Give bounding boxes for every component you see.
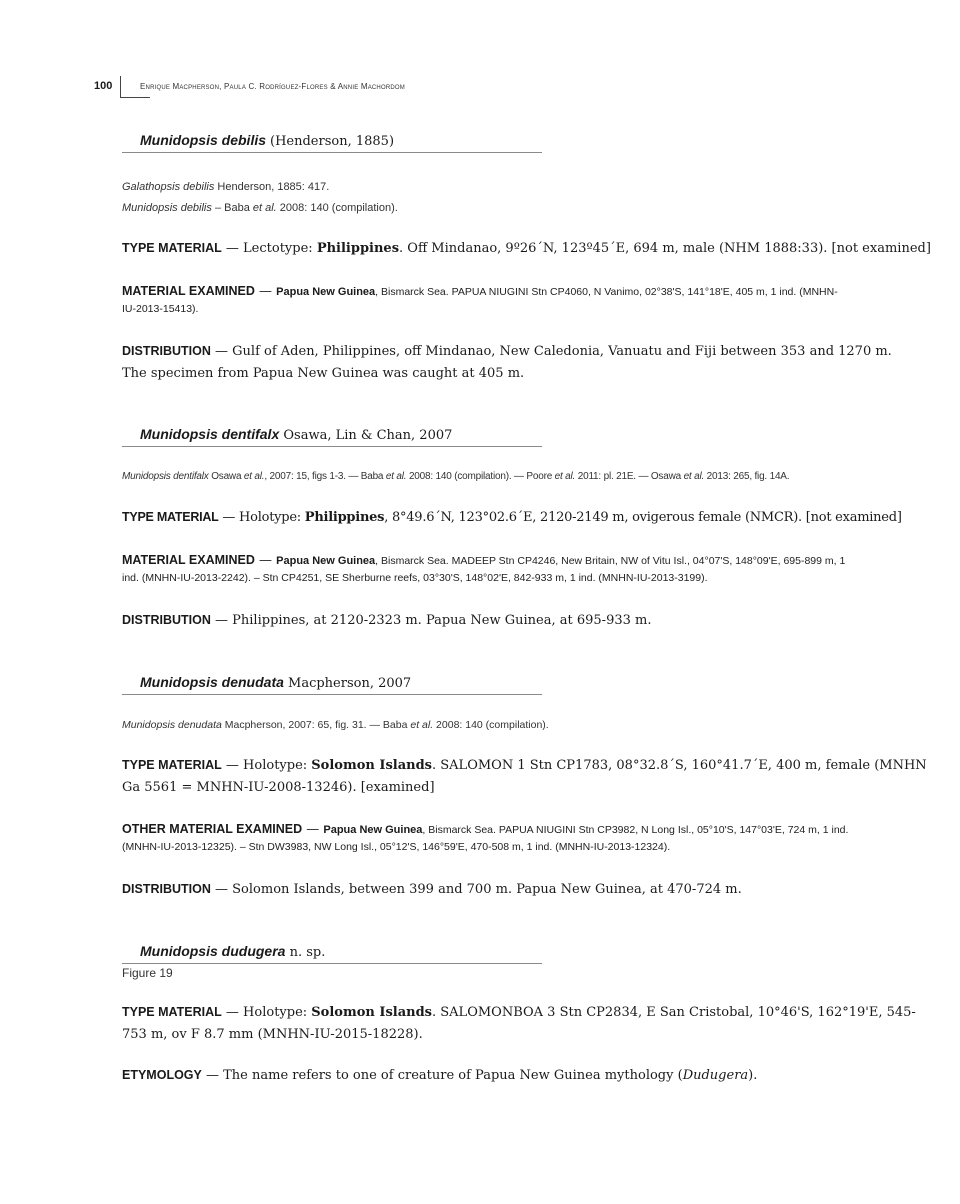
type-kind: Lectotype: xyxy=(243,241,317,256)
dash: — xyxy=(254,553,277,568)
type-material-continued: 753 m, ov F 8.7 mm (MNHN-IU-2015-18228). xyxy=(122,1027,423,1042)
dash: — xyxy=(210,882,233,897)
synonym-name: Munidopsis denudata xyxy=(122,719,222,731)
type-locality: Solomon Islands xyxy=(311,1005,432,1020)
figure-reference: Figure 19 xyxy=(122,966,173,980)
type-kind: Holotype: xyxy=(243,758,312,773)
type-material-text: , 8°49.6´N, 123°02.6´E, 2120-2149 m, ovigerous female (NMCR). [not examined] xyxy=(384,510,902,525)
section-label: TYPE MATERIAL xyxy=(122,758,222,772)
type-kind: Holotype: xyxy=(243,1005,312,1020)
type-material-paragraph xyxy=(122,758,927,773)
running-head-underline xyxy=(120,97,150,98)
species-author: n. sp. xyxy=(285,945,326,960)
material-examined-continued: ind. (MNHN-IU-2013-2242). – Stn CP4251, SE Sherburne reefs, 03°30'S, 148°02'E, 842-933 m, 1 ind. (MNHN-IU-2013-3199). xyxy=(122,572,708,584)
etymology-paragraph xyxy=(122,1068,862,1083)
distribution-continued: The specimen from Papua New Guinea was caught at 405 m. xyxy=(122,366,525,381)
synonym-etal: et al. xyxy=(252,202,277,214)
distribution-text: Gulf of Aden, Philippines, off Mindanao, New Caledonia, Vanuatu and Fiji between 353 and 1270 m. xyxy=(232,344,892,359)
synonym-etal: et al. xyxy=(410,719,434,731)
dash: — xyxy=(302,822,324,837)
section-label: MATERIAL EXAMINED xyxy=(122,284,255,298)
synonym-ref: 2011: pl. 21E. — Osawa xyxy=(575,471,684,482)
type-kind: Holotype: xyxy=(239,510,305,525)
page-number: 100 xyxy=(94,80,113,92)
synonym-ref: Macpherson, 2007: 65, fig. 31. — Baba xyxy=(221,719,411,731)
synonym-ref: Osawa xyxy=(208,471,244,482)
material-examined-continued: IU-2013-15413). xyxy=(122,303,199,315)
type-material-paragraph xyxy=(122,510,902,525)
section-label: DISTRIBUTION xyxy=(122,613,211,627)
synonym-line xyxy=(122,719,862,731)
running-head-authors: Enrique Macpherson, Paula C. Rodríguez-Flores & Annie Machordom xyxy=(140,82,405,91)
synonym-etal: et al. xyxy=(554,471,576,482)
type-locality: Philippines xyxy=(316,241,400,256)
species-name: Munidopsis dentifalx xyxy=(140,426,280,442)
dash: — xyxy=(221,758,244,773)
etymology-word: Dudugera xyxy=(682,1068,749,1083)
dash: — xyxy=(218,510,240,525)
material-text: , Bismarck Sea. PAPUA NIUGINI Stn CP4060, N Vanimo, 02°38'S, 141°18'E, 405 m, 1 ind. (MNHN- xyxy=(375,286,838,298)
synonym-name: Munidopsis debilis xyxy=(122,202,212,214)
dash: — xyxy=(221,1005,244,1020)
synonym-ref: , 2007: 15, figs 1-3. — Baba xyxy=(264,471,386,482)
synonym-ref: Henderson, 1885: 417. xyxy=(214,181,330,193)
material-examined-paragraph xyxy=(122,282,862,300)
running-head-rule xyxy=(120,76,121,98)
synonym-ref: 2008: 140 (compilation). — Poore xyxy=(406,471,555,482)
dash: — xyxy=(254,284,277,299)
synonym-etal: et al. xyxy=(683,471,705,482)
material-examined-paragraph xyxy=(122,551,862,569)
material-text: , Bismarck Sea. MADEEP Stn CP4246, New Britain, NW of Vitu Isl., 04°07'S, 148°09'E, 695-899 m, 1 xyxy=(375,555,846,567)
dash: — xyxy=(201,1068,224,1083)
synonym-line xyxy=(122,181,862,193)
section-label: MATERIAL EXAMINED xyxy=(122,553,255,567)
section-label: DISTRIBUTION xyxy=(122,882,211,896)
dash: — xyxy=(210,344,233,359)
species-name: Munidopsis denudata xyxy=(140,674,284,690)
type-material-text: . Off Mindanao, 9º26´N, 123º45´E, 694 m, male (NHM 1888:33). [not examined] xyxy=(399,241,931,256)
section-label: OTHER MATERIAL EXAMINED xyxy=(122,822,303,836)
distribution-paragraph xyxy=(122,882,862,897)
species-author: Osawa, Lin & Chan, 2007 xyxy=(279,428,453,443)
species-heading xyxy=(122,674,542,695)
synonym-name: Munidopsis dentifalx xyxy=(122,471,209,482)
type-material-text: . SALOMON 1 Stn CP1783, 08°32.8´S, 160°41.7´E, 400 m, female (MNHN xyxy=(432,758,927,773)
type-locality: Philippines xyxy=(304,510,385,525)
etymology-end: ). xyxy=(748,1068,758,1083)
synonym-line xyxy=(122,471,862,482)
species-name: Munidopsis debilis xyxy=(140,132,267,148)
synonym-etal: et al. xyxy=(385,471,407,482)
synonym-ref: 2008: 140 (compilation). xyxy=(276,202,398,214)
species-heading xyxy=(122,426,542,447)
synonym-ref: – Baba xyxy=(211,202,253,214)
dash: — xyxy=(221,241,244,256)
section-label: TYPE MATERIAL xyxy=(122,1005,222,1019)
section-label: TYPE MATERIAL xyxy=(122,510,219,524)
locality: Papua New Guinea xyxy=(323,824,423,836)
species-author: (Henderson, 1885) xyxy=(270,134,395,149)
species-heading xyxy=(122,943,542,964)
synonym-ref: 2008: 140 (compilation). xyxy=(433,719,549,731)
species-name: Munidopsis dudugera xyxy=(140,943,286,959)
material-text: , Bismarck Sea. PAPUA NIUGINI Stn CP3982, N Long Isl., 05°10'S, 147°03'E, 724 m, 1 ind. xyxy=(422,824,849,836)
synonym-ref: 2013: 265, fig. 14A. xyxy=(704,471,790,482)
locality: Papua New Guinea xyxy=(276,555,376,567)
synonym-name: Galathopsis debilis xyxy=(122,181,215,193)
etymology-text: The name refers to one of creature of Papua New Guinea mythology ( xyxy=(223,1068,683,1083)
species-heading xyxy=(122,132,542,153)
type-locality: Solomon Islands xyxy=(311,758,432,773)
locality: Papua New Guinea xyxy=(276,286,376,298)
type-material-text: . SALOMONBOA 3 Stn CP2834, E San Cristobal, 10°46'S, 162°19'E, 545- xyxy=(432,1005,916,1020)
distribution-paragraph xyxy=(122,344,892,359)
type-material-paragraph xyxy=(122,241,931,256)
other-material-continued: (MNHN-IU-2013-12325). – Stn DW3983, NW Long Isl., 05°12'S, 146°59'E, 470-508 m, 1 ind. (MNHN-IU-2013-12324). xyxy=(122,841,671,853)
dash: — xyxy=(210,613,233,628)
type-material-continued: Ga 5561 = MNHN-IU-2008-13246). [examined] xyxy=(122,780,435,795)
section-label: DISTRIBUTION xyxy=(122,344,211,358)
other-material-paragraph xyxy=(122,820,862,838)
section-label: TYPE MATERIAL xyxy=(122,241,222,255)
distribution-text: Solomon Islands, between 399 and 700 m. Papua New Guinea, at 470-724 m. xyxy=(232,882,742,897)
distribution-paragraph xyxy=(122,613,862,628)
species-author: Macpherson, 2007 xyxy=(283,676,412,691)
section-label: ETYMOLOGY xyxy=(122,1068,202,1082)
type-material-paragraph xyxy=(122,1005,916,1020)
distribution-text: Philippines, at 2120-2323 m. Papua New Guinea, at 695-933 m. xyxy=(232,613,652,628)
synonym-line xyxy=(122,202,862,214)
synonym-etal: et al. xyxy=(243,471,265,482)
